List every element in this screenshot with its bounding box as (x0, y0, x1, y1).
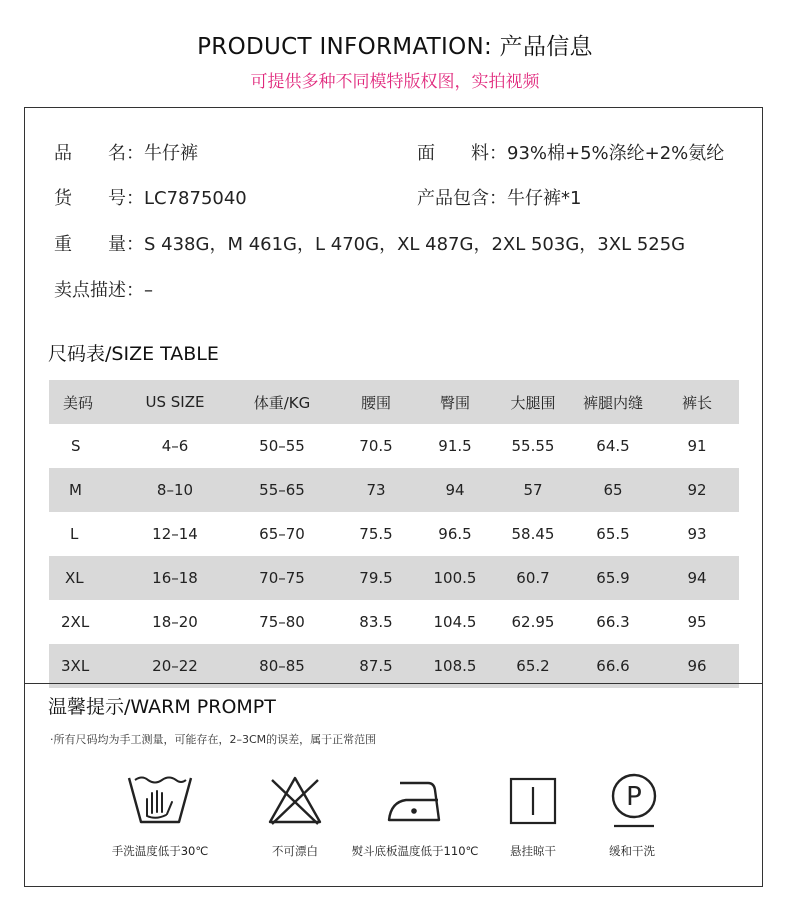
col-header-waist: 腰围 (337, 380, 415, 424)
cell-inseam: 65.9 (571, 556, 655, 600)
col-header-hip: 臀围 (415, 380, 495, 424)
cell-weight: 70–75 (227, 556, 337, 600)
cell-inseam: 65 (571, 468, 655, 512)
cell-hip: 94 (415, 468, 495, 512)
cell-size: S (71, 437, 81, 455)
info-package-value: 牛仔裤*1 (507, 188, 582, 209)
page-subtitle: 可提供多种不同模特版权图，实拍视频 (250, 72, 540, 92)
cell-us-size: 20–22 (123, 644, 227, 688)
cell-inseam: 65.5 (596, 525, 630, 543)
cell-size: 2XL (61, 613, 90, 631)
info-fabric-label: 面 料： (417, 143, 507, 164)
care-label-hand-wash: 手洗温度低于30℃ (111, 844, 209, 858)
col-header-inseam: 裤腿内缝 (571, 380, 655, 424)
no-bleach-icon (266, 774, 324, 826)
cell-size: 3XL (49, 644, 123, 688)
cell-thigh: 62.95 (511, 613, 555, 631)
table-row (49, 468, 739, 512)
cell-weight: 75–80 (259, 613, 305, 631)
dry-clean-icon (608, 772, 660, 832)
cell-waist: 87.5 (337, 644, 415, 688)
table-row (49, 600, 739, 644)
size-table-header-row (49, 380, 739, 424)
info-weight-label: 重 量： (54, 234, 144, 255)
info-selling-label: 卖点描述： (54, 280, 144, 301)
info-weight-row (54, 230, 685, 256)
cell-size: L (70, 525, 79, 543)
cell-hip: 104.5 (433, 613, 477, 631)
info-package-label: 产品包含： (417, 188, 507, 209)
iron-icon (386, 778, 444, 824)
cell-length: 91 (687, 437, 707, 455)
info-sku-row (54, 184, 247, 210)
cell-waist: 83.5 (359, 613, 393, 631)
care-label-no-bleach: 不可漂白 (272, 844, 318, 858)
col-header-length: 裤长 (655, 380, 739, 424)
care-label-hang-dry: 悬挂晾干 (510, 844, 556, 858)
cell-weight: 80–85 (227, 644, 337, 688)
cell-thigh: 57 (495, 468, 571, 512)
info-fabric-value: 93%棉+5%涤纶+2%氨纶 (507, 143, 725, 164)
cell-size: M (49, 468, 123, 512)
section-divider (24, 683, 763, 684)
table-row (49, 424, 739, 468)
cell-length: 96 (655, 644, 739, 688)
size-table (49, 380, 739, 688)
care-label-iron: 熨斗底板温度低于110℃ (351, 844, 479, 858)
info-package-row (417, 184, 581, 210)
cell-us-size: 18–20 (152, 613, 198, 631)
cell-weight: 65–70 (259, 525, 305, 543)
col-header-us-code: 美码 (49, 380, 123, 424)
info-sku-value: LC7875040 (144, 188, 247, 209)
dry-clean-letter: P (626, 782, 642, 812)
table-row (49, 556, 739, 600)
cell-waist: 75.5 (359, 525, 393, 543)
size-table-title: 尺码表/SIZE TABLE (48, 343, 219, 365)
cell-weight: 55–65 (227, 468, 337, 512)
cell-inseam: 66.6 (571, 644, 655, 688)
info-sku-label: 货 号： (54, 188, 144, 209)
cell-us-size: 4–6 (161, 437, 189, 455)
cell-length: 92 (655, 468, 739, 512)
cell-us-size: 8–10 (123, 468, 227, 512)
measurement-note: ·所有尺码均为手工测量，可能存在，2–3CM的误差，属于正常范围 (50, 733, 377, 746)
cell-thigh: 55.55 (511, 437, 555, 455)
page-title: PRODUCT INFORMATION: 产品信息 (197, 34, 593, 60)
cell-us-size: 16–18 (123, 556, 227, 600)
col-header-us-size: US SIZE (123, 380, 227, 424)
info-selling-row (54, 276, 153, 302)
cell-hip: 100.5 (415, 556, 495, 600)
hand-wash-icon (126, 772, 194, 828)
cell-hip: 96.5 (438, 525, 472, 543)
cell-waist: 70.5 (359, 437, 393, 455)
info-name-row (54, 139, 198, 165)
cell-length: 93 (687, 525, 707, 543)
col-header-weight: 体重/KG (227, 380, 337, 424)
cell-size: XL (49, 556, 123, 600)
cell-thigh: 60.7 (495, 556, 571, 600)
info-name-label: 品 名： (54, 143, 144, 164)
col-header-thigh: 大腿围 (495, 380, 571, 424)
cell-inseam: 64.5 (596, 437, 630, 455)
info-selling-value: – (144, 280, 153, 301)
cell-waist: 73 (337, 468, 415, 512)
table-row (49, 512, 739, 556)
cell-us-size: 12–14 (152, 525, 198, 543)
cell-length: 95 (687, 613, 707, 631)
info-name-value: 牛仔裤 (144, 143, 198, 164)
table-row (49, 644, 739, 688)
cell-thigh: 58.45 (511, 525, 555, 543)
care-label-dry-clean: 缓和干洗 (609, 844, 655, 858)
cell-length: 94 (655, 556, 739, 600)
cell-waist: 79.5 (337, 556, 415, 600)
cell-weight: 50–55 (259, 437, 305, 455)
warm-prompt-title: 温馨提示/WARM PROMPT (48, 696, 276, 718)
cell-thigh: 65.2 (495, 644, 571, 688)
info-weight-value: S 438G，M 461G，L 470G，XL 487G，2XL 503G，3XL 525G (144, 234, 686, 255)
hang-dry-icon (509, 777, 557, 825)
cell-hip: 108.5 (415, 644, 495, 688)
info-fabric-row (417, 139, 724, 165)
cell-hip: 91.5 (438, 437, 472, 455)
cell-inseam: 66.3 (596, 613, 630, 631)
